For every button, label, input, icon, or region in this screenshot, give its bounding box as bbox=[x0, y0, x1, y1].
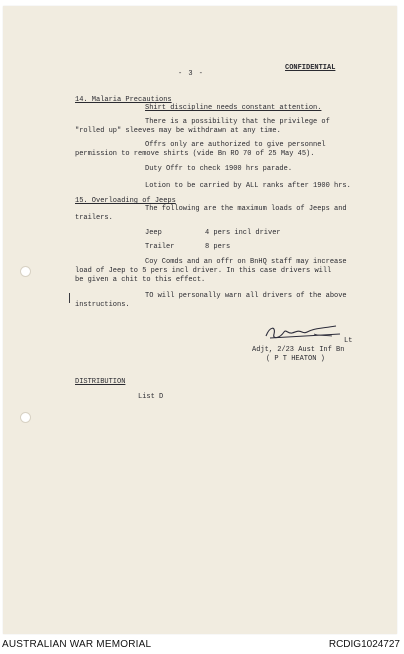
document-page bbox=[3, 6, 397, 634]
distribution-value: List D bbox=[138, 393, 164, 401]
section-14-paragraph-1: Shirt discipline needs constant attention. bbox=[145, 104, 322, 112]
punch-hole-bottom bbox=[20, 412, 31, 423]
handwritten-signature bbox=[262, 322, 342, 344]
section-14-title-text: 14. Malaria Precautions bbox=[75, 96, 172, 104]
margin-mark bbox=[69, 293, 70, 303]
section-15-paragraph-1-line-1: The following are the maximum loads of Jeeps and bbox=[145, 205, 347, 213]
page-number: - 3 - bbox=[178, 70, 205, 78]
section-15-paragraph-1-line-2: trailers. bbox=[75, 214, 113, 222]
section-14-paragraph-2-line-1: There is a possibility that the privilege of bbox=[145, 118, 330, 126]
signature-rank: Lt bbox=[344, 337, 353, 345]
section-15-paragraph-2-line-1: Coy Comds and an offr on BnHQ staff may increase bbox=[145, 258, 347, 266]
section-15-paragraph-3-line-2: instructions. bbox=[75, 301, 130, 309]
jeep-value: 4 pers incl driver bbox=[205, 229, 281, 237]
section-15-paragraph-3-line-1: TO will personally warn all drivers of the above bbox=[145, 292, 347, 300]
section-15-paragraph-2-line-2: load of Jeep to 5 pers incl driver. In this case drivers will bbox=[75, 267, 332, 275]
section-14-paragraph-3-line-1: Offrs only are authorized to give personnel bbox=[145, 141, 326, 149]
section-14-paragraph-3-line-2: permission to remove shirts (vide Bn RO 70 of 25 May 45). bbox=[75, 150, 315, 158]
classification-label: CONFIDENTIAL bbox=[285, 64, 336, 72]
trailer-value: 8 pers bbox=[205, 243, 231, 251]
signature-name: ( P T HEATON ) bbox=[266, 355, 325, 363]
punch-hole-top bbox=[20, 266, 31, 277]
signature-title: Adjt, 2/23 Aust Inf Bn bbox=[252, 346, 345, 354]
section-14-paragraph-4: Duty Offr to check 1900 hrs parade. bbox=[145, 165, 293, 173]
footer-source: AUSTRALIAN WAR MEMORIAL bbox=[2, 639, 152, 650]
section-15-title-text: 15. Overloading of Jeeps bbox=[75, 197, 176, 205]
distribution-label: DISTRIBUTION bbox=[75, 378, 126, 386]
section-15-paragraph-2-line-3: be given a chit to this effect. bbox=[75, 276, 206, 284]
section-14-paragraph-5: Lotion to be carried by ALL ranks after 1900 hrs. bbox=[145, 182, 351, 190]
trailer-label: Trailer bbox=[145, 243, 175, 251]
footer-record-id: RCDIG1024727 bbox=[328, 639, 400, 650]
footer-bar bbox=[0, 635, 404, 654]
section-14-paragraph-2-line-2: "rolled up" sleeves may be withdrawn at any time. bbox=[75, 127, 281, 135]
jeep-label: Jeep bbox=[145, 229, 162, 237]
